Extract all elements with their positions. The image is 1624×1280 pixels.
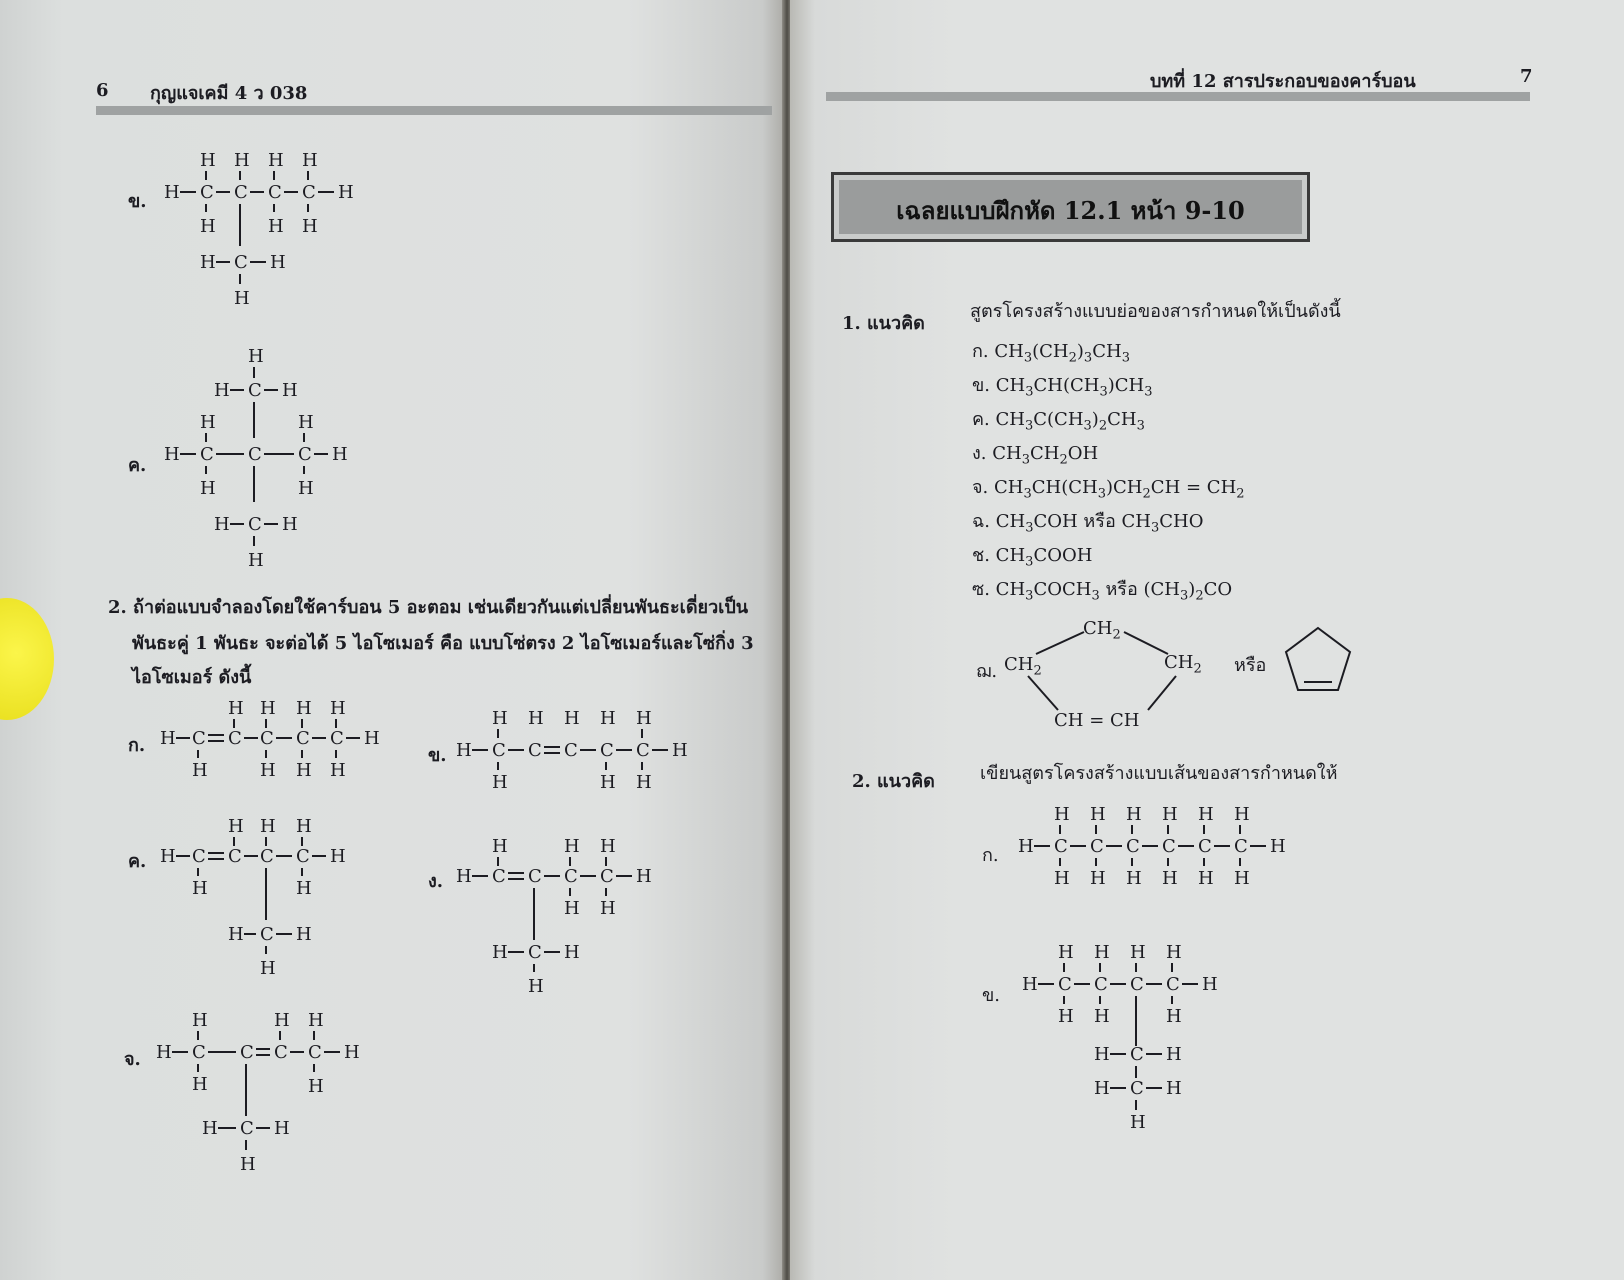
svg-text:C: C [260, 728, 274, 749]
svg-text:C: C [1130, 1044, 1144, 1065]
svg-text:H: H [1094, 1078, 1110, 1099]
svg-text:H: H [1022, 974, 1038, 995]
svg-text:H: H [164, 182, 180, 203]
q2-structure-b [452, 704, 702, 814]
svg-text:H: H [1234, 868, 1250, 889]
svg-text:H: H [296, 878, 312, 899]
formula-item-label: ค. [972, 409, 996, 430]
formula-part: CH [994, 341, 1024, 362]
svg-text:C: C [240, 1042, 254, 1063]
formula-part: 3 [1180, 588, 1189, 604]
svg-text:H: H [214, 380, 230, 401]
svg-text:H: H [600, 708, 616, 729]
formula-part: (CH [1032, 341, 1069, 362]
formula-part: 3 [1099, 384, 1108, 400]
svg-text:H: H [268, 216, 284, 237]
formula-part: 2 [1142, 486, 1151, 502]
svg-text:C: C [248, 444, 262, 465]
q2-line-3: ไอโซเมอร์ ดังนี้ [132, 667, 252, 688]
formula-item-label: ซ. [972, 579, 996, 600]
svg-text:H: H [1234, 804, 1250, 825]
svg-text:H: H [1166, 942, 1182, 963]
q2-label-d: ง. [428, 871, 444, 892]
formula-item [972, 404, 1145, 434]
svg-text:H: H [564, 942, 580, 963]
svg-text:C: C [200, 444, 214, 465]
ring-top-group: $CH_2$ [1083, 618, 1121, 643]
q2-structure-e [150, 1006, 370, 1186]
svg-text:H: H [298, 412, 314, 433]
formula-part: 3 [1023, 486, 1032, 502]
svg-text:C: C [564, 740, 578, 761]
svg-text:H: H [274, 1118, 290, 1139]
formula-item-label: ฉ. [972, 511, 996, 532]
svg-text:H: H [248, 550, 264, 571]
q2-label-a: ก. [128, 735, 146, 756]
svg-text:H: H [332, 444, 348, 465]
ring-left-group: $CH_2$ [1004, 654, 1042, 679]
formula-part: 3 [1097, 486, 1107, 502]
svg-text:C: C [1162, 836, 1176, 857]
svg-text:H: H [192, 1074, 208, 1095]
formula-part: 3 [1091, 588, 1100, 604]
svg-text:C: C [192, 1042, 206, 1063]
q2-line-2: พันธะคู่ 1 พันธะ จะต่อได้ 5 ไอโซเมอร์ คือ แบบโซ่ตรง 2 ไอโซเมอร์และโซ่กิ่ง 3 [132, 633, 754, 654]
svg-text:H: H [672, 740, 688, 761]
svg-text:C: C [492, 740, 506, 761]
svg-text:C: C [492, 866, 506, 887]
svg-text:H: H [200, 412, 216, 433]
formula-part: 3 [1025, 520, 1034, 536]
svg-text:H: H [296, 816, 312, 837]
q2-label-c: ค. [128, 851, 147, 872]
svg-text:H: H [1090, 804, 1106, 825]
svg-text:C: C [1058, 974, 1072, 995]
svg-text:C: C [248, 380, 262, 401]
svg-text:H: H [1166, 1006, 1182, 1027]
svg-text:H: H [600, 772, 616, 793]
formula-part: CH = CH [1150, 477, 1237, 498]
svg-text:H: H [260, 760, 276, 781]
svg-text:C: C [600, 740, 614, 761]
formula-item [972, 438, 1098, 468]
formula-part: 3 [1024, 418, 1034, 434]
formula-item-label: ก. [972, 341, 995, 362]
svg-text:H: H [1162, 868, 1178, 889]
formula-part: 3 [1136, 418, 1145, 434]
svg-text:H: H [164, 444, 180, 465]
formula-part: CH [995, 409, 1025, 430]
formula-part: 3 [1150, 520, 1160, 536]
formula-item-label: จ. [972, 477, 994, 498]
svg-text:H: H [248, 346, 264, 367]
yellow-page-tab [0, 598, 54, 720]
svg-text:C: C [308, 1042, 322, 1063]
svg-text:H: H [636, 772, 652, 793]
formula-part: 3 [1025, 554, 1034, 570]
formula-part: OH [1067, 443, 1099, 464]
svg-text:H: H [1202, 974, 1218, 995]
svg-text:H: H [1094, 1044, 1110, 1065]
formula-part: CH [1030, 443, 1060, 464]
formula-item [972, 574, 1232, 604]
svg-text:C: C [1126, 836, 1140, 857]
svg-text:H: H [1058, 942, 1074, 963]
svg-text:H: H [1166, 1078, 1182, 1099]
svg-text:C: C [192, 846, 206, 867]
formula-part: 3 [1121, 350, 1130, 366]
svg-text:H: H [192, 878, 208, 899]
formula-part: CH [995, 375, 1026, 396]
svg-text:H: H [330, 760, 346, 781]
svg-text:C: C [1094, 974, 1108, 995]
cyclopentene-line-icon [1280, 622, 1356, 698]
formula-part: CH [995, 545, 1026, 566]
svg-text:C: C [274, 1042, 288, 1063]
svg-text:H: H [274, 1010, 290, 1031]
formula-part: 2 [1236, 486, 1245, 502]
q2-right-label-a: ก. [982, 845, 999, 866]
answer-title-box [831, 172, 1310, 242]
formula-part: )CH [1106, 477, 1143, 498]
svg-text:H: H [260, 698, 276, 719]
q2-label-b: ข. [428, 745, 447, 766]
svg-text:H: H [636, 708, 652, 729]
formula-part: COCH [1033, 579, 1092, 600]
svg-text:H: H [192, 760, 208, 781]
svg-text:H: H [160, 846, 176, 867]
answer-title: เฉลยแบบฝึกหัด 12.1 หน้า 9-10 [896, 196, 1245, 225]
svg-text:H: H [228, 924, 244, 945]
formula-part: ) [1076, 341, 1084, 362]
svg-text:H: H [330, 846, 346, 867]
left-header-rule [96, 106, 772, 115]
formula-part: CH [995, 579, 1026, 600]
svg-text:H: H [364, 728, 380, 749]
formula-part: C(CH [1033, 409, 1084, 430]
svg-text:C: C [528, 866, 542, 887]
formula-part: CH [994, 477, 1024, 498]
svg-text:C: C [228, 728, 242, 749]
formula-part: 2 [1059, 452, 1068, 468]
svg-text:H: H [200, 216, 216, 237]
left-page-number: 6 [96, 80, 109, 101]
svg-text:H: H [282, 380, 298, 401]
svg-text:H: H [1090, 868, 1106, 889]
q1-structure-kho [156, 146, 356, 316]
svg-text:H: H [228, 698, 244, 719]
svg-text:C: C [564, 866, 578, 887]
svg-text:H: H [302, 216, 318, 237]
svg-text:H: H [228, 816, 244, 837]
formula-item [972, 370, 1153, 400]
svg-text:H: H [492, 942, 508, 963]
q2-structure-a [156, 694, 386, 794]
left-page [0, 0, 786, 1280]
svg-text:H: H [1130, 942, 1146, 963]
svg-text:H: H [298, 478, 314, 499]
q1-label-kho-khwai: ค. [128, 455, 147, 476]
q1-label-kho: ข. [128, 191, 147, 212]
svg-text:H: H [1130, 1112, 1146, 1133]
svg-text:H: H [296, 924, 312, 945]
svg-text:H: H [1054, 868, 1070, 889]
svg-text:H: H [302, 150, 318, 171]
svg-text:H: H [296, 698, 312, 719]
svg-text:H: H [260, 816, 276, 837]
svg-text:H: H [160, 728, 176, 749]
svg-text:H: H [492, 836, 508, 857]
svg-text:H: H [564, 708, 580, 729]
svg-text:H: H [492, 772, 508, 793]
svg-text:H: H [1126, 804, 1142, 825]
svg-text:H: H [1094, 1006, 1110, 1027]
ring-bonds [1000, 620, 1200, 730]
svg-text:C: C [228, 846, 242, 867]
q2-right-structure-a [1012, 800, 1302, 900]
formula-part: COOH [1033, 545, 1093, 566]
svg-text:H: H [268, 150, 284, 171]
formula-part: )CH [1107, 375, 1145, 396]
q2-intro: เขียนสูตรโครงสร้างแบบเส้นของสารกำหนดให้ [980, 763, 1338, 784]
formula-part: CH(CH [1031, 477, 1098, 498]
svg-text:C: C [192, 728, 206, 749]
formula-item [972, 336, 1130, 366]
svg-text:H: H [564, 898, 580, 919]
svg-text:C: C [600, 866, 614, 887]
q2-line-1: 2. ถ้าต่อแบบจำลองโดยใช้คาร์บอน 5 อะตอม เช่นเดียวกันแต่เปลี่ยนพันธะเดี่ยวเป็น [108, 597, 749, 618]
svg-text:C: C [1234, 836, 1248, 857]
svg-text:H: H [1198, 868, 1214, 889]
svg-text:C: C [528, 942, 542, 963]
formula-part: CO [1203, 579, 1233, 600]
svg-text:C: C [1198, 836, 1212, 857]
svg-text:H: H [1058, 1006, 1074, 1027]
svg-text:H: H [282, 514, 298, 535]
formula-part: CH(CH [1033, 375, 1100, 396]
svg-text:H: H [1198, 804, 1214, 825]
svg-text:C: C [1130, 1078, 1144, 1099]
left-running-title: กุญแจเคมี 4 ว 038 [150, 83, 308, 104]
formula-part: 2 [1098, 418, 1108, 434]
q2-right-label-b: ข. [982, 985, 1001, 1006]
formula-item [972, 506, 1203, 536]
ring-or: หรือ [1234, 655, 1267, 676]
formula-item-label: ข. [972, 375, 996, 396]
svg-text:H: H [202, 1118, 218, 1139]
svg-text:C: C [248, 514, 262, 535]
svg-text:H: H [260, 958, 276, 979]
svg-text:H: H [234, 150, 250, 171]
svg-text:H: H [338, 182, 354, 203]
formula-part: หรือ (CH [1099, 579, 1180, 600]
q1-number: 1. แนวคิด [842, 313, 925, 334]
right-header-rule [826, 92, 1530, 101]
q2-label-e: จ. [124, 1049, 141, 1070]
svg-text:C: C [528, 740, 542, 761]
right-page-number: 7 [1520, 66, 1533, 87]
formula-part: 3 [1025, 588, 1034, 604]
q2-structure-d [452, 832, 672, 1002]
svg-text:H: H [1094, 942, 1110, 963]
formula-part: 3 [1021, 452, 1030, 468]
ring-right-group: $CH_2$ [1164, 652, 1202, 677]
formula-item-label: ช. [972, 545, 996, 566]
svg-text:H: H [308, 1076, 324, 1097]
formula-part: 2 [1195, 588, 1204, 604]
q2-right-structure-b [1014, 938, 1244, 1138]
q1-intro: สูตรโครงสร้างแบบย่อของสารกำหนดให้เป็นดังนี้ [970, 301, 1341, 322]
svg-text:C: C [200, 182, 214, 203]
svg-text:H: H [296, 760, 312, 781]
svg-text:H: H [330, 698, 346, 719]
svg-text:C: C [234, 182, 248, 203]
svg-text:H: H [1054, 804, 1070, 825]
right-running-title: บทที่ 12 สารประกอบของคาร์บอน [1150, 71, 1416, 92]
svg-text:H: H [528, 976, 544, 997]
svg-text:H: H [1126, 868, 1142, 889]
svg-text:H: H [564, 836, 580, 857]
formula-part: CH [992, 443, 1022, 464]
svg-text:C: C [302, 182, 316, 203]
svg-text:H: H [308, 1010, 324, 1031]
svg-text:H: H [270, 252, 286, 273]
svg-text:H: H [214, 514, 230, 535]
svg-text:C: C [296, 846, 310, 867]
svg-text:C: C [240, 1118, 254, 1139]
svg-text:H: H [192, 1010, 208, 1031]
svg-text:C: C [636, 740, 650, 761]
formula-part: CH [1092, 341, 1122, 362]
svg-text:C: C [330, 728, 344, 749]
formula-part: COH หรือ CH [1033, 511, 1151, 532]
formula-item [972, 540, 1092, 570]
svg-text:H: H [344, 1042, 360, 1063]
svg-text:H: H [456, 866, 472, 887]
svg-text:H: H [200, 478, 216, 499]
formula-part: 3 [1144, 384, 1153, 400]
svg-text:H: H [600, 836, 616, 857]
formula-part: ) [1091, 409, 1099, 430]
formula-part: 3 [1023, 350, 1033, 366]
svg-text:H: H [1162, 804, 1178, 825]
formula-part: CHO [1159, 511, 1204, 532]
formula-part: 2 [1068, 350, 1077, 366]
svg-text:H: H [240, 1154, 256, 1175]
svg-text:H: H [492, 708, 508, 729]
svg-text:H: H [1270, 836, 1286, 857]
svg-text:C: C [260, 846, 274, 867]
svg-text:H: H [456, 740, 472, 761]
q2-number: 2. แนวคิด [852, 771, 935, 792]
svg-text:C: C [1054, 836, 1068, 857]
formula-part: 3 [1083, 350, 1093, 366]
formula-part: 3 [1025, 384, 1034, 400]
svg-text:C: C [1090, 836, 1104, 857]
svg-text:H: H [600, 898, 616, 919]
formula-part: 3 [1083, 418, 1092, 434]
svg-text:H: H [156, 1042, 172, 1063]
svg-text:H: H [200, 150, 216, 171]
svg-text:C: C [260, 924, 274, 945]
svg-text:H: H [528, 708, 544, 729]
svg-text:H: H [1018, 836, 1034, 857]
svg-text:H: H [1166, 1044, 1182, 1065]
svg-text:C: C [298, 444, 312, 465]
q1-structure-kho-khwai [156, 342, 356, 582]
svg-text:H: H [200, 252, 216, 273]
svg-text:C: C [1166, 974, 1180, 995]
ring-bottom-group: CH = CH [1054, 710, 1140, 731]
q1-ring-label: ฌ. [976, 661, 998, 682]
svg-text:H: H [636, 866, 652, 887]
formula-part: ) [1188, 579, 1196, 600]
svg-text:C: C [296, 728, 310, 749]
svg-text:C: C [268, 182, 282, 203]
formula-part: CH [1107, 409, 1137, 430]
svg-text:C: C [1130, 974, 1144, 995]
q2-structure-c [156, 812, 356, 982]
formula-part: CH [995, 511, 1026, 532]
formula-item-label: ง. [972, 443, 993, 464]
formula-item [972, 472, 1245, 502]
svg-text:H: H [234, 288, 250, 309]
svg-text:C: C [234, 252, 248, 273]
